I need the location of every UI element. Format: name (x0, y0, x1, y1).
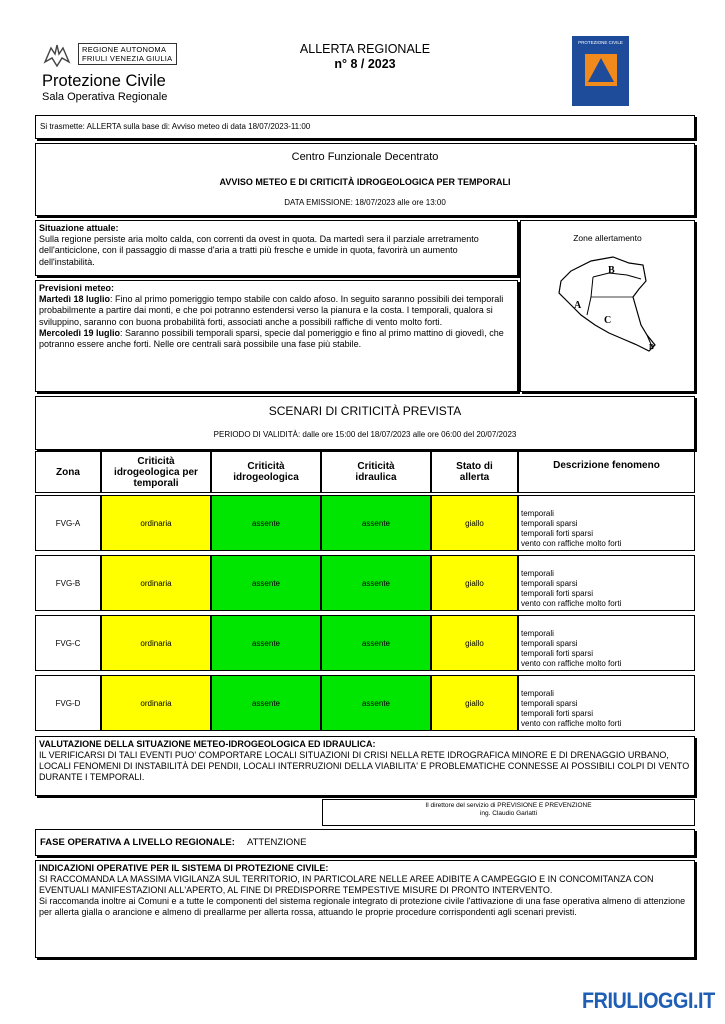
desc-line: temporali (521, 569, 554, 578)
desc-line: temporali forti sparsi (521, 589, 594, 598)
zone-label-c: C (604, 315, 612, 326)
valutazione-box (35, 736, 695, 796)
desc-line: temporali sparsi (521, 519, 578, 528)
zone-label-a: A (574, 300, 582, 311)
cfd-title: Centro Funzionale Decentrato (291, 151, 439, 163)
fase-operativa (35, 829, 695, 856)
th-crit-idraulica: Criticità idraulica (321, 451, 431, 493)
desc-line: temporali (521, 509, 554, 518)
region-line2: FRIULI VENEZIA GIULIA (82, 54, 173, 63)
desc-line: temporali forti sparsi (521, 529, 594, 538)
fase-label: FASE OPERATIVA A LIVELLO REGIONALE: (40, 837, 235, 848)
desc-line: temporali forti sparsi (521, 649, 594, 658)
th-crit-idrogeologica: Criticità idrogeologica (211, 451, 321, 493)
desc-line: vento con raffiche molto forti (521, 719, 622, 728)
zone-map (551, 253, 681, 361)
row-stato: giallo (431, 555, 518, 611)
triangle-emblem-icon (585, 54, 617, 86)
desc-line: temporali sparsi (521, 579, 578, 588)
th-zona: Zona (35, 451, 101, 493)
validity-period: PERIODO DI VALIDITÀ: dalle ore 15:00 del 18/07/2023 alle ore 06:00 del 20/07/2023 (213, 430, 517, 439)
row-crit-idraulica: assente (321, 495, 431, 551)
situazione-box (35, 220, 518, 276)
region-name (78, 43, 177, 65)
zone-map-box (520, 220, 695, 392)
protezione-civile-badge (572, 36, 629, 106)
row-crit-temporali: ordinaria (101, 675, 211, 731)
desc-line: temporali forti sparsi (521, 709, 594, 718)
row-crit-idraulica: assente (321, 555, 431, 611)
previsioni-heading: Previsioni meteo: (39, 283, 115, 293)
alert-number: n° 8 / 2023 (334, 57, 396, 71)
indicazioni-heading: INDICAZIONI OPERATIVE PER IL SISTEMA DI PROTEZIONE CIVILE: (39, 863, 329, 873)
cfd-header (35, 143, 695, 216)
region-line1: REGIONE AUTONOMA (82, 45, 167, 54)
org-name: Protezione Civile (42, 72, 166, 90)
desc-line: temporali sparsi (521, 639, 578, 648)
desc-line: vento con raffiche molto forti (521, 659, 622, 668)
cfd-subtitle: AVVISO METEO E DI CRITICITÀ IDROGEOLOGICA PER TEMPORALI (219, 177, 511, 187)
emission-date: DATA EMISSIONE: 18/07/2023 alle ore 13:00 (284, 198, 446, 207)
desc-line: temporali (521, 629, 554, 638)
unit-name: Sala Operativa Regionale (42, 91, 168, 103)
alert-title: ALLERTA REGIONALE (299, 42, 431, 56)
day2-label: Mercoledì 19 luglio (39, 327, 121, 338)
friulioggi-watermark: FRIULIOGGI.IT (582, 988, 715, 1013)
indicazioni-text1: SI RACCOMANDA LA MASSIMA VIGILANZA SUL TERRITORIO, IN PARTICOLARE NELLE AREE ADIBITE A CAMPEGGIO E IN CONCOMITANZA CON EVENTUALI MANIFESTAZIONI ALL'APERTO, AL FINE DI PREDISPORRE TEMPESTIVE MISURE DI PRONTO INTERVENTO. (39, 874, 654, 895)
desc-line: vento con raffiche molto forti (521, 599, 622, 608)
indicazioni-text2: Si raccomanda inoltre ai Comuni e a tutte le componenti del sistema regionale integrato di protezione civile l'attivazione di una fase operativa almeno di attenzione per allerta gialla o arancione e almeno di preallarme per allerta rossa, attuando le proprie procedure corrispondenti agli scenari previsti. (39, 896, 686, 917)
director-signature (322, 799, 695, 826)
row-descrizione (518, 675, 695, 731)
row-descrizione (518, 615, 695, 671)
row-zona: FVG-B (35, 555, 101, 611)
director-name: ing. Claudio Garlatti (479, 810, 538, 817)
row-crit-idraulica: assente (321, 615, 431, 671)
regione-logo (38, 38, 188, 110)
fase-value: ATTENZIONE (246, 837, 307, 848)
row-stato: giallo (431, 675, 518, 731)
valutazione-heading: VALUTAZIONE DELLA SITUAZIONE METEO-IDROGEOLOGICA ED IDRAULICA: (39, 739, 376, 749)
zone-label-b: B (608, 265, 615, 276)
row-zona: FVG-C (35, 615, 101, 671)
day1-label: Martedì 18 luglio (39, 294, 111, 305)
row-crit-idrogeologica: assente (211, 495, 321, 551)
row-crit-temporali: ordinaria (101, 555, 211, 611)
situazione-heading: Situazione attuale: (39, 223, 119, 233)
badge-text: PROTEZIONE CIVILE (578, 40, 623, 45)
row-crit-idrogeologica: assente (211, 555, 321, 611)
row-crit-temporali: ordinaria (101, 615, 211, 671)
row-zona: FVG-A (35, 495, 101, 551)
row-zona: FVG-D (35, 675, 101, 731)
desc-line: temporali sparsi (521, 699, 578, 708)
eagle-icon (42, 42, 72, 68)
row-crit-idrogeologica: assente (211, 675, 321, 731)
row-stato: giallo (431, 495, 518, 551)
valutazione-text: IL VERIFICARSI DI TALI EVENTI PUO' COMPORTARE LOCALI SITUAZIONI DI CRISI NELLA RETE IDROGRAFICA MINORE E DI DRENAGGIO URBANO, LOCALI FENOMENI DI INSTABILITÀ DEI PENDII, LOCALI INTERRUZIONI DELLA VIABILITA' E PROBLEMATICHE CONNESSE AI POSSIBILI COLPI DI VENTO DURANTE I TEMPORALI. (39, 750, 690, 782)
zone-label-d: D (649, 343, 655, 351)
day1-text: : Fino al primo pomeriggio tempo stabile con caldo afoso. In seguito saranno possibili dei temporali probabilmente a partire dai monti, e che poi potranno estendersi verso la pianura e la costa. I temporali, qualora si sviluppino, saranno con buona probabilità forti, associati anche a possibili raffiche di vento molto forti. (39, 294, 504, 327)
row-descrizione (518, 495, 695, 551)
document-title (250, 42, 480, 72)
desc-line: vento con raffiche molto forti (521, 539, 622, 548)
row-stato: giallo (431, 615, 518, 671)
row-crit-temporali: ordinaria (101, 495, 211, 551)
th-crit-temporali: Criticità idrogeologica per temporali (101, 451, 211, 493)
row-descrizione (518, 555, 695, 611)
row-crit-idraulica: assente (321, 675, 431, 731)
previsioni-box (35, 280, 518, 392)
th-descrizione: Descrizione fenomeno (518, 451, 695, 493)
desc-line: temporali (521, 689, 554, 698)
day2-text: : Saranno possibili temporali sparsi, specie dal pomeriggio e fino al primo mattino di giovedì, che potranno essere anche forti. Nelle ore centrali sarà possibile una fase più stabile. (39, 327, 504, 350)
row-crit-idrogeologica: assente (211, 615, 321, 671)
director-title: Il direttore del servizio di PREVISIONE E PREVENZIONE (425, 802, 592, 809)
zone-map-label: Zone allertamento (573, 233, 642, 243)
transmit-line: Si trasmette: ALLERTA sulla base di: Avviso meteo di data 18/07/2023-11:00 (35, 115, 695, 139)
scenari-header (35, 396, 695, 450)
indicazioni-box (35, 860, 695, 958)
scenari-title: SCENARI DI CRITICITÀ PREVISTA (268, 404, 462, 418)
th-stato-allerta: Stato di allerta (431, 451, 518, 493)
situazione-text: Sulla regione persiste aria molto calda, con correnti da ovest in quota. Da martedì sera il parziale arretramento dell'anticiclone, con il passaggio di masse d'aria a tratti più fresche e umide in quota, favorirà un aumento dell'instabilità. (39, 234, 479, 267)
